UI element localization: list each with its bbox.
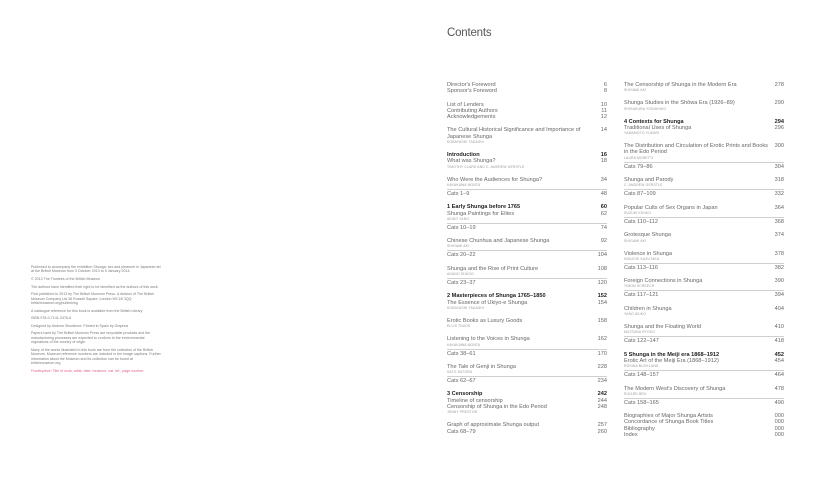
toc-page-number: 296	[774, 124, 784, 131]
toc-line	[624, 100, 784, 106]
divider	[624, 162, 784, 163]
toc-page-number: 374	[774, 232, 784, 239]
divider	[447, 250, 607, 251]
toc-entry	[624, 119, 784, 137]
toc-title: Who Were the Audiences for Shunga?	[447, 176, 543, 183]
toc-title: List of Lenders	[447, 101, 484, 108]
toc-author: SUZUKI KENKO	[624, 210, 652, 215]
imprint-text: Designed by Andrew Shoolbred. Printed in Spain by Graphos	[31, 323, 129, 328]
toc-entry	[624, 100, 784, 111]
imprint-text: Papers used by The British Museum Press are recyclable products and the manufacturing processes are expected to conform to the environmental regulations of the country of origin.	[31, 331, 151, 345]
toc-page-number: 228	[597, 363, 607, 370]
toc-title: Index	[624, 432, 638, 439]
toc-author: SHIRAKURA YOSHIHIKO	[624, 106, 667, 111]
divider	[624, 398, 784, 399]
toc-page-number: 404	[774, 305, 784, 312]
toc-title: 5 Shunga in the Meiji era 1868–1912	[624, 351, 720, 358]
toc-entry	[447, 204, 607, 231]
toc-page-number: 390	[774, 278, 784, 285]
toc-title: Cats 79–86	[624, 163, 653, 170]
toc-title: Violence in Shunga	[624, 250, 673, 257]
imprint-text: A catalogue reference for this book is available from the British Library	[31, 308, 143, 313]
toc-title: Contributing Authors	[447, 107, 498, 114]
page-title: Contents	[447, 27, 492, 39]
toc-line	[447, 127, 607, 140]
toc-page-number: 260	[597, 428, 607, 435]
toc-line	[624, 306, 784, 312]
imprint-text: © 2013 The Trustees of the British Museum	[31, 277, 101, 281]
imprint-text: Published to accompany the exhibition Shunga: sex and pleasure in Japanese art at the British Museum from 3 October 2013 to 5 January 2014.	[31, 265, 161, 274]
toc-page-number: 394	[774, 292, 784, 299]
toc-line	[624, 164, 784, 170]
toc-line	[624, 143, 784, 156]
toc-line	[447, 88, 607, 94]
toc-title: Erotic Books as Luxury Goods	[447, 317, 523, 324]
toc-line	[624, 232, 784, 238]
toc-author: LAURA MORETTI	[624, 155, 654, 160]
toc-line	[447, 225, 607, 231]
toc-page-number: 34	[600, 176, 607, 183]
toc-page-number: 11	[601, 107, 607, 114]
toc-page-number: 12	[600, 114, 607, 121]
toc-author: YAMAMOTO YUKARI	[624, 131, 660, 136]
toc-title: Popular Cults of Sex Organs in Japan	[624, 204, 718, 211]
toc-page-number: 318	[774, 177, 784, 184]
toc-page-number: 294	[774, 118, 784, 125]
toc-line	[447, 114, 607, 120]
toc-line	[447, 351, 607, 357]
toc-line	[447, 364, 607, 370]
toc-entry	[447, 364, 607, 385]
toc-page-number: 10	[600, 101, 607, 108]
toc-page-number: 257	[597, 422, 607, 429]
toc-entry	[447, 391, 607, 415]
toc-line	[624, 125, 784, 131]
toc-author: HAYAKAWA MONTA	[447, 182, 481, 187]
toc-page-number: 000	[774, 413, 784, 420]
toc-page-number: 454	[774, 357, 784, 364]
toc-page-number: 368	[774, 218, 784, 225]
toc-entry	[624, 278, 784, 299]
toc-page-number: 290	[774, 100, 784, 107]
toc-line	[624, 324, 784, 330]
toc-title: Cats 68–79	[447, 428, 476, 435]
toc-title: Bibliography	[624, 425, 655, 432]
toc-line	[624, 432, 784, 438]
toc-author: SHIGAMI AKI	[624, 238, 647, 243]
toc-author: ELLIS TINIOS	[447, 324, 471, 329]
toc-entry	[624, 251, 784, 272]
toc-author: INGUCHI KAZUTAKA	[624, 256, 660, 261]
toc-page-number: 378	[774, 250, 784, 257]
divider	[624, 290, 784, 291]
toc-page-number: 242	[597, 391, 607, 398]
divider	[447, 278, 607, 279]
toc-page-number: 152	[597, 293, 607, 300]
toc-author: TIMOTHY CLARK AND C. ANDREW GERSTLE	[447, 164, 525, 169]
toc-entry	[447, 102, 607, 121]
toc-author: C. ANDREW GERSTLE	[624, 183, 663, 188]
toc-author: KOBAYASHI TADASHI	[447, 305, 484, 310]
divider	[447, 349, 607, 350]
toc-line	[624, 278, 784, 284]
toc-line	[624, 400, 784, 406]
toc-line	[624, 177, 784, 183]
toc-entry	[447, 152, 607, 170]
imprint-block	[31, 265, 161, 376]
toc-page-number: 158	[597, 317, 607, 324]
toc-author: YANO AKIKO	[624, 312, 646, 317]
toc-page-number: 120	[597, 280, 607, 287]
toc-page-number: 000	[774, 425, 784, 432]
toc-entry	[447, 238, 607, 259]
toc-page-number: 104	[597, 252, 607, 259]
toc-page-number: 304	[774, 163, 784, 170]
toc-author: HAYAKAWA MONTA	[447, 342, 481, 347]
imprint-text: ISBN 978-0-7141-2476-6	[31, 316, 72, 321]
toc-title: Timeline of censorship	[447, 397, 503, 404]
toc-author: KOBAYASHI TADASHI	[447, 140, 484, 145]
divider	[447, 223, 607, 224]
toc-page-number: 92	[600, 238, 607, 245]
toc-author: SATO SATORU	[447, 370, 473, 375]
toc-entry	[624, 386, 784, 407]
toc-page-number: 364	[774, 204, 784, 211]
toc-title: Shunga and the Floating World	[624, 324, 702, 331]
toc-title: Cats 122–147	[624, 338, 659, 345]
toc-line	[447, 378, 607, 384]
toc-entry	[624, 413, 784, 438]
toc-line	[447, 252, 607, 258]
toc-page-number: 332	[774, 191, 784, 198]
toc-entry	[447, 293, 607, 311]
toc-entry	[624, 324, 784, 345]
imprint-text: The authors have identified their right to be identified as the authors of this work.	[31, 284, 159, 289]
toc-line	[447, 238, 607, 244]
toc-title: The Modern West's Discovery of Shunga	[624, 385, 726, 392]
toc-author: ASANO SHUGO	[447, 272, 474, 277]
toc-title: 2 Masterpieces of Shunga 1765–1850	[447, 293, 546, 300]
toc-title: 3 Censorship	[447, 391, 483, 398]
toc-page-number: 478	[774, 385, 784, 392]
toc-title: Graph of approximate Shunga output	[447, 422, 540, 429]
toc-author: JENNY PRESTON	[447, 410, 478, 415]
toc-title: Concordance of Shunga Book Titles	[624, 419, 714, 426]
toc-title: Director's Foreword	[447, 82, 496, 88]
toc-title: Cats 110–112	[624, 218, 659, 225]
toc-page-number: 418	[774, 338, 784, 345]
toc-line	[447, 158, 607, 164]
toc-title: Shunga Studies in the Shōwa Era (1926–89)	[624, 100, 735, 107]
toc-line	[447, 336, 607, 342]
toc-page-number: 48	[600, 190, 607, 197]
toc-line	[624, 358, 784, 364]
contents-column-right	[624, 82, 784, 445]
toc-title: 4 Contexts for Shunga	[624, 118, 684, 125]
toc-title: What was Shunga?	[447, 158, 496, 165]
toc-page-number: 62	[600, 210, 607, 217]
divider	[447, 189, 607, 190]
toc-page-number: 6	[603, 82, 607, 88]
toc-title: The Censorship of Shunga in the Modern Era	[624, 82, 737, 88]
toc-author: SHIGAMI AKI	[447, 244, 470, 249]
toc-page-number: 8	[603, 88, 607, 95]
toc-page-number: 452	[774, 351, 784, 358]
toc-title: Cats 117–121	[624, 292, 659, 299]
toc-line	[624, 219, 784, 225]
toc-entry	[624, 352, 784, 379]
toc-entry	[447, 82, 607, 95]
divider	[624, 217, 784, 218]
toc-line	[447, 211, 607, 217]
toc-page-number: 300	[774, 143, 784, 150]
frontispiece-caption: Frontispiece: Title of work, artist, date, museum, cat. ref., page number.	[31, 368, 145, 373]
toc-page-number: 464	[774, 372, 784, 379]
toc-page-number: 14	[600, 127, 607, 134]
toc-line	[624, 82, 784, 88]
toc-title: Cats 87–109	[624, 191, 656, 198]
toc-line	[624, 191, 784, 197]
divider	[624, 263, 784, 264]
toc-entry	[447, 127, 607, 145]
toc-title: Grotesque Shunga	[624, 232, 671, 239]
toc-entry	[624, 143, 784, 170]
toc-title: Acknowledgements	[447, 114, 496, 121]
toc-page-number: 278	[774, 82, 784, 88]
toc-page-number: 000	[774, 432, 784, 439]
toc-title: Cats 10–19	[447, 224, 476, 231]
toc-title: Shunga Paintings for Elites	[447, 210, 515, 217]
toc-line	[624, 386, 784, 392]
toc-entry	[624, 232, 784, 243]
toc-line	[624, 338, 784, 344]
toc-line	[447, 191, 607, 197]
toc-line	[624, 372, 784, 378]
toc-title: Sponsor's Foreword	[447, 88, 497, 95]
toc-page-number: 382	[774, 264, 784, 271]
toc-entry	[624, 205, 784, 226]
toc-line	[624, 251, 784, 257]
toc-title: Traditional Uses of Shunga	[624, 124, 692, 131]
toc-entry	[447, 177, 607, 198]
toc-title: Cats 38–61	[447, 350, 476, 357]
toc-page-number: 16	[600, 152, 607, 159]
toc-line	[447, 266, 607, 272]
divider	[624, 336, 784, 337]
toc-entry	[624, 177, 784, 198]
toc-author: SHIGAMI AKI	[624, 88, 647, 93]
toc-page-number: 74	[600, 224, 607, 231]
toc-title: Cats 1–9	[447, 190, 470, 197]
toc-author: ROSINA BUCKLAND	[624, 364, 659, 369]
toc-title: Cats 62–67	[447, 378, 476, 385]
toc-title: Cats 158–165	[624, 399, 659, 406]
toc-page-number: 000	[774, 419, 784, 426]
toc-title: Shunga and Parody	[624, 177, 674, 184]
toc-title: Cats 20–22	[447, 252, 476, 259]
toc-line	[447, 429, 607, 435]
toc-title: Introduction	[447, 152, 480, 159]
toc-line	[624, 292, 784, 298]
toc-title: Cats 23–37	[447, 280, 476, 287]
toc-entry	[447, 336, 607, 357]
divider	[624, 189, 784, 190]
toc-line	[447, 318, 607, 324]
toc-title: Biographies of Major Shunga Artists	[624, 413, 713, 420]
toc-title: Listening to the Voices in Shunga	[447, 336, 530, 343]
toc-author: TIMON SCREECH	[624, 284, 655, 289]
toc-line	[624, 205, 784, 211]
toc-page-number: 244	[597, 397, 607, 404]
toc-title: The Essence of Ukiyo-e Shunga	[447, 299, 528, 306]
toc-title: Shunga and the Rise of Print Culture	[447, 265, 539, 272]
contents-column-left	[447, 82, 607, 442]
toc-entry	[447, 422, 607, 435]
toc-line	[447, 280, 607, 286]
toc-page-number: 410	[774, 324, 784, 331]
toc-page-number: 248	[597, 404, 607, 411]
toc-page-number: 162	[597, 336, 607, 343]
toc-title: Chinese Chunhua and Japanese Shunga	[447, 238, 550, 245]
toc-page-number: 108	[597, 265, 607, 272]
toc-title: 1 Early Shunga before 1765	[447, 204, 521, 211]
toc-title: The Distribution and Circulation of Erotic Prints and Books in the Edo Period	[624, 143, 768, 156]
toc-page-number: 170	[597, 350, 607, 357]
toc-title: Cats 113–116	[624, 264, 659, 271]
toc-page-number: 18	[600, 158, 607, 165]
toc-line	[447, 300, 607, 306]
toc-author: AKIKO YANO	[447, 216, 470, 221]
toc-entry	[447, 266, 607, 287]
toc-page-number: 490	[774, 399, 784, 406]
toc-page-number: 60	[600, 204, 607, 211]
toc-author: MATSUBA RYOKO	[624, 330, 656, 335]
divider	[624, 370, 784, 371]
imprint-text: First published in 2013 by The British Museum Press. A division of The British Museum Company Ltd 38 Russell Square, London WC1B 3QQ britishmuseum.org/publishing	[31, 292, 155, 305]
divider	[447, 376, 607, 377]
toc-entry	[624, 306, 784, 317]
toc-entry	[447, 318, 607, 329]
toc-page-number: 154	[597, 299, 607, 306]
toc-line	[447, 177, 607, 183]
toc-line	[447, 404, 607, 410]
toc-title: The Tale of Genji in Shunga	[447, 363, 516, 370]
toc-title: Foreign Connections in Shunga	[624, 278, 703, 285]
toc-author: RICARD BRU	[624, 391, 647, 396]
toc-entry	[624, 82, 784, 93]
toc-title: Cats 148–157	[624, 372, 659, 379]
toc-line	[624, 265, 784, 271]
toc-title: Censorship of Shunga in the Edo Period	[447, 404, 547, 411]
toc-title: Erotic Art of the Meiji Era (1868–1912)	[624, 357, 719, 364]
toc-title: Children in Shunga	[624, 305, 672, 312]
imprint-text: Many of the works illustrated in this book are from the collection of the British Museum. Museum reference numbers are included in the image captions. Further information about the Museum and its collection can be found at britishmuseum.org	[31, 347, 161, 365]
toc-title: The Cultural Historical Significance and Importance of Japanese Shunga	[447, 127, 581, 140]
toc-page-number: 234	[597, 378, 607, 385]
